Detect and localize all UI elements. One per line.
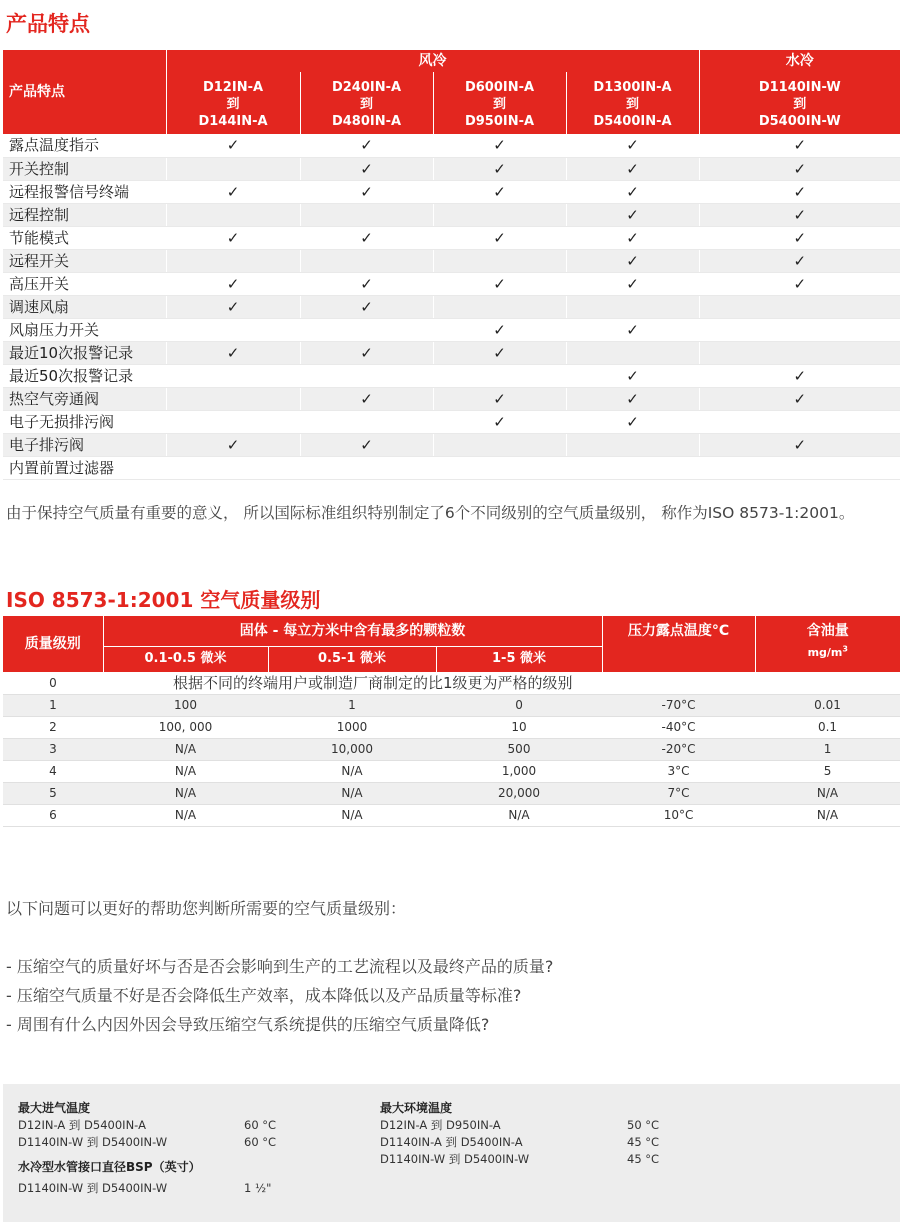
feature-name: 高压开关 — [3, 272, 166, 295]
inlet-temp-title: 最大进气温度 — [18, 1101, 91, 1115]
check-mark — [566, 456, 699, 479]
group-water-cooled: 水冷 — [699, 50, 900, 72]
feature-row — [3, 249, 900, 272]
iso-cell-dew: -40°C — [602, 716, 755, 738]
question-item: - 压缩空气的质量好坏与否是否会影响到生产的工艺流程以及最终产品的质量? — [6, 957, 554, 976]
iso-cell-c: N/A — [436, 804, 602, 826]
iso-cell-dew: 7°C — [602, 782, 755, 804]
ambient-temp-value: 45 °C — [627, 1152, 660, 1166]
check-mark: ✓ — [433, 272, 566, 295]
iso-header-dewpoint: 压力露点温度°C — [602, 616, 755, 672]
check-mark: ✓ — [433, 134, 566, 157]
iso-cell-c: 500 — [436, 738, 602, 760]
ambient-temp-label: D1140IN-A 到 D5400IN-A — [380, 1135, 523, 1149]
check-mark — [300, 249, 433, 272]
model-to: D5400IN-W — [758, 113, 841, 129]
check-mark — [699, 318, 900, 341]
check-mark: ✓ — [566, 318, 699, 341]
check-mark — [566, 295, 699, 318]
model-header — [433, 72, 566, 134]
ambient-temp-value: 50 °C — [627, 1118, 660, 1132]
model-to: D480IN-A — [331, 113, 402, 129]
iso-cell-dew: -70°C — [602, 694, 755, 716]
iso-row — [3, 782, 900, 804]
iso-header-oil — [755, 616, 900, 672]
iso-cell-oil: 5 — [755, 760, 900, 782]
check-mark — [300, 410, 433, 433]
iso-row — [3, 804, 900, 826]
feature-row — [3, 387, 900, 410]
check-mark: ✓ — [433, 410, 566, 433]
iso-cell-b: N/A — [268, 760, 436, 782]
iso-cell-oil: 0.01 — [755, 694, 900, 716]
check-mark: ✓ — [566, 203, 699, 226]
feature-name: 开关控制 — [3, 157, 166, 180]
model-to-word: 到 — [359, 96, 373, 112]
model-to: D5400IN-A — [593, 113, 672, 129]
question-item: - 周围有什么内因外因会导致压缩空气系统提供的压缩空气质量降低? — [6, 1015, 490, 1034]
ambient-temp-row — [380, 1151, 710, 1168]
iso-cell-dew: -20°C — [602, 738, 755, 760]
model-from: D1300IN-A — [593, 79, 672, 95]
check-mark — [433, 249, 566, 272]
inlet-temp-row — [18, 1117, 348, 1134]
pipe-size-value: 1 ½" — [244, 1181, 272, 1195]
check-mark — [566, 341, 699, 364]
model-from: D240IN-A — [331, 79, 402, 95]
check-mark: ✓ — [433, 341, 566, 364]
feature-row — [3, 203, 900, 226]
iso-cell-c: 1,000 — [436, 760, 602, 782]
check-mark — [166, 318, 300, 341]
check-mark: ✓ — [300, 387, 433, 410]
check-mark: ✓ — [699, 203, 900, 226]
model-to: D144IN-A — [198, 113, 268, 129]
footer-right-column — [380, 1100, 710, 1168]
check-mark — [433, 364, 566, 387]
check-mark — [166, 364, 300, 387]
ambient-temp-title: 最大环境温度 — [380, 1101, 453, 1115]
check-mark: ✓ — [433, 318, 566, 341]
inlet-temp-value: 60 °C — [244, 1118, 277, 1132]
check-mark: ✓ — [166, 134, 300, 157]
iso-cell-a: 100, 000 — [103, 716, 268, 738]
iso-cell-oil: N/A — [755, 782, 900, 804]
feature-row — [3, 456, 900, 479]
feature-name: 远程报警信号终端 — [3, 180, 166, 203]
check-mark: ✓ — [699, 433, 900, 456]
iso-cell-b: N/A — [268, 804, 436, 826]
check-mark — [433, 295, 566, 318]
feature-row — [3, 364, 900, 387]
check-mark: ✓ — [699, 272, 900, 295]
model-from: D600IN-A — [464, 79, 535, 95]
check-mark — [433, 203, 566, 226]
iso-row0-text: 根据不同的终端用户或制造厂商制定的比1级更为严格的级别 — [103, 672, 900, 694]
check-mark: ✓ — [566, 410, 699, 433]
iso-table — [3, 616, 900, 827]
questions-intro: 以下问题可以更好的帮助您判断所需要的空气质量级别： — [6, 899, 407, 918]
check-mark: ✓ — [433, 157, 566, 180]
inlet-temp-label: D12IN-A 到 D5400IN-A — [18, 1118, 146, 1132]
feature-name: 电子排污阀 — [3, 433, 166, 456]
check-mark — [166, 249, 300, 272]
inlet-temp-row — [18, 1134, 348, 1151]
check-mark: ✓ — [699, 180, 900, 203]
iso-cell-b: 1000 — [268, 716, 436, 738]
check-mark: ✓ — [433, 180, 566, 203]
pipe-size-title: 水冷型水管接口直径BSP（英寸） — [18, 1160, 201, 1174]
check-mark: ✓ — [166, 272, 300, 295]
features-title: 产品特点 — [6, 12, 90, 36]
feature-name: 电子无损排污阀 — [3, 410, 166, 433]
feature-name: 节能模式 — [3, 226, 166, 249]
iso-row — [3, 760, 900, 782]
iso-cell-c: 20,000 — [436, 782, 602, 804]
feature-row — [3, 295, 900, 318]
check-mark: ✓ — [566, 364, 699, 387]
iso-row — [3, 716, 900, 738]
check-mark — [433, 456, 566, 479]
feature-row — [3, 318, 900, 341]
iso-size-1: 0.1-0.5 微米 — [103, 646, 268, 672]
iso-header-oil-unit: mg/m — [807, 645, 843, 659]
check-mark: ✓ — [566, 249, 699, 272]
iso-row — [3, 694, 900, 716]
feature-name: 内置前置过滤器 — [3, 456, 166, 479]
iso-cell-a: N/A — [103, 782, 268, 804]
iso-cell-a: N/A — [103, 760, 268, 782]
iso-cell-c: 10 — [436, 716, 602, 738]
iso-cell-a: N/A — [103, 738, 268, 760]
check-mark: ✓ — [566, 157, 699, 180]
feature-name: 远程控制 — [3, 203, 166, 226]
feature-table — [3, 50, 900, 480]
check-mark: ✓ — [566, 180, 699, 203]
feature-row — [3, 157, 900, 180]
check-mark: ✓ — [166, 341, 300, 364]
iso-title: ISO 8573-1:2001 空气质量级别 — [6, 588, 321, 612]
check-mark: ✓ — [300, 433, 433, 456]
footer-left-column — [18, 1100, 348, 1197]
pipe-size-label: D1140IN-W 到 D5400IN-W — [18, 1181, 168, 1195]
check-mark — [166, 157, 300, 180]
check-mark: ✓ — [566, 272, 699, 295]
check-mark: ✓ — [166, 295, 300, 318]
feature-name: 露点温度指示 — [3, 134, 166, 157]
feature-header-corner: 产品特点 — [3, 50, 166, 134]
iso-row — [3, 738, 900, 760]
check-mark: ✓ — [433, 226, 566, 249]
check-mark: ✓ — [699, 387, 900, 410]
ambient-temp-label: D1140IN-W 到 D5400IN-W — [380, 1152, 530, 1166]
model-header — [566, 72, 699, 134]
iso-cell-cls: 3 — [3, 738, 103, 760]
feature-name: 风扇压力开关 — [3, 318, 166, 341]
check-mark: ✓ — [166, 180, 300, 203]
check-mark — [433, 433, 566, 456]
check-mark — [699, 410, 900, 433]
iso-row-0 — [3, 672, 900, 694]
check-mark: ✓ — [566, 226, 699, 249]
feature-row — [3, 433, 900, 456]
feature-name: 最近10次报警记录 — [3, 341, 166, 364]
check-mark: ✓ — [300, 134, 433, 157]
iso-cell-c: 0 — [436, 694, 602, 716]
model-to-word: 到 — [793, 96, 807, 112]
check-mark: ✓ — [699, 249, 900, 272]
iso-cell-dew: 3°C — [602, 760, 755, 782]
feature-row — [3, 341, 900, 364]
check-mark: ✓ — [566, 387, 699, 410]
model-to: D950IN-A — [464, 113, 535, 129]
iso-cell-dew: 10°C — [602, 804, 755, 826]
model-header — [699, 72, 900, 134]
feature-name: 热空气旁通阀 — [3, 387, 166, 410]
check-mark: ✓ — [166, 433, 300, 456]
ambient-temp-row — [380, 1117, 710, 1134]
feature-row — [3, 180, 900, 203]
check-mark — [166, 456, 300, 479]
check-mark: ✓ — [300, 226, 433, 249]
inlet-temp-value: 60 °C — [244, 1135, 277, 1149]
feature-name: 调速风扇 — [3, 295, 166, 318]
questions-list — [6, 952, 553, 1039]
check-mark — [300, 203, 433, 226]
model-to-word: 到 — [625, 96, 639, 112]
iso-header-solid: 固体 - 每立方米中含有最多的颗粒数 — [103, 616, 602, 646]
iso-size-3: 1-5 微米 — [436, 646, 602, 672]
check-mark: ✓ — [300, 341, 433, 364]
check-mark — [566, 433, 699, 456]
iso-cell-b: 1 — [268, 694, 436, 716]
feature-row — [3, 134, 900, 157]
check-mark: ✓ — [566, 134, 699, 157]
check-mark — [166, 203, 300, 226]
model-to-word: 到 — [492, 96, 506, 112]
model-header — [300, 72, 433, 134]
ambient-temp-row — [380, 1134, 710, 1151]
check-mark: ✓ — [300, 157, 433, 180]
pipe-size-row — [18, 1180, 348, 1197]
check-mark: ✓ — [699, 364, 900, 387]
model-to-word: 到 — [226, 96, 240, 112]
iso-cell-cls: 1 — [3, 694, 103, 716]
check-mark: ✓ — [699, 226, 900, 249]
check-mark — [300, 364, 433, 387]
check-mark: ✓ — [300, 295, 433, 318]
spec-footer — [3, 1084, 900, 1222]
iso-cell-cls: 4 — [3, 760, 103, 782]
feature-row — [3, 410, 900, 433]
iso-cell-cls: 6 — [3, 804, 103, 826]
ambient-temp-label: D12IN-A 到 D950IN-A — [380, 1118, 501, 1132]
feature-name: 远程开关 — [3, 249, 166, 272]
check-mark — [699, 341, 900, 364]
iso-intro-paragraph: 由于保持空气质量有重要的意义， 所以国际标准组织特别制定了6个不同级别的空气质量级别， 称作为ISO 8573-1:2001。 — [6, 504, 855, 522]
iso-cell-oil: 1 — [755, 738, 900, 760]
iso-cell-b: 10,000 — [268, 738, 436, 760]
iso-cell-oil: N/A — [755, 804, 900, 826]
iso-cell-cls: 2 — [3, 716, 103, 738]
check-mark: ✓ — [699, 134, 900, 157]
check-mark: ✓ — [699, 157, 900, 180]
check-mark — [166, 410, 300, 433]
feature-row — [3, 272, 900, 295]
iso-cell-a: N/A — [103, 804, 268, 826]
check-mark: ✓ — [433, 387, 566, 410]
model-header — [166, 72, 300, 134]
check-mark — [699, 456, 900, 479]
iso-cell-oil: 0.1 — [755, 716, 900, 738]
check-mark: ✓ — [166, 226, 300, 249]
ambient-temp-value: 45 °C — [627, 1135, 660, 1149]
iso-header-oil-label: 含油量 — [806, 623, 849, 639]
question-item: - 压缩空气质量不好是否会降低生产效率，成本降低以及产品质量等标准? — [6, 986, 522, 1005]
iso-size-2: 0.5-1 微米 — [268, 646, 436, 672]
group-air-cooled: 风冷 — [166, 50, 699, 72]
check-mark — [300, 318, 433, 341]
check-mark — [699, 295, 900, 318]
iso-cell-b: N/A — [268, 782, 436, 804]
inlet-temp-label: D1140IN-W 到 D5400IN-W — [18, 1135, 168, 1149]
feature-row — [3, 226, 900, 249]
iso-header-class: 质量级别 — [3, 616, 103, 672]
iso-class-cell: 0 — [3, 672, 103, 694]
check-mark: ✓ — [300, 272, 433, 295]
iso-cell-a: 100 — [103, 694, 268, 716]
model-from: D12IN-A — [202, 79, 264, 95]
check-mark — [166, 387, 300, 410]
check-mark — [300, 456, 433, 479]
iso-cell-cls: 5 — [3, 782, 103, 804]
iso-header-oil-sup: 3 — [842, 644, 848, 653]
feature-name: 最近50次报警记录 — [3, 364, 166, 387]
check-mark: ✓ — [300, 180, 433, 203]
model-from: D1140IN-W — [758, 79, 841, 95]
